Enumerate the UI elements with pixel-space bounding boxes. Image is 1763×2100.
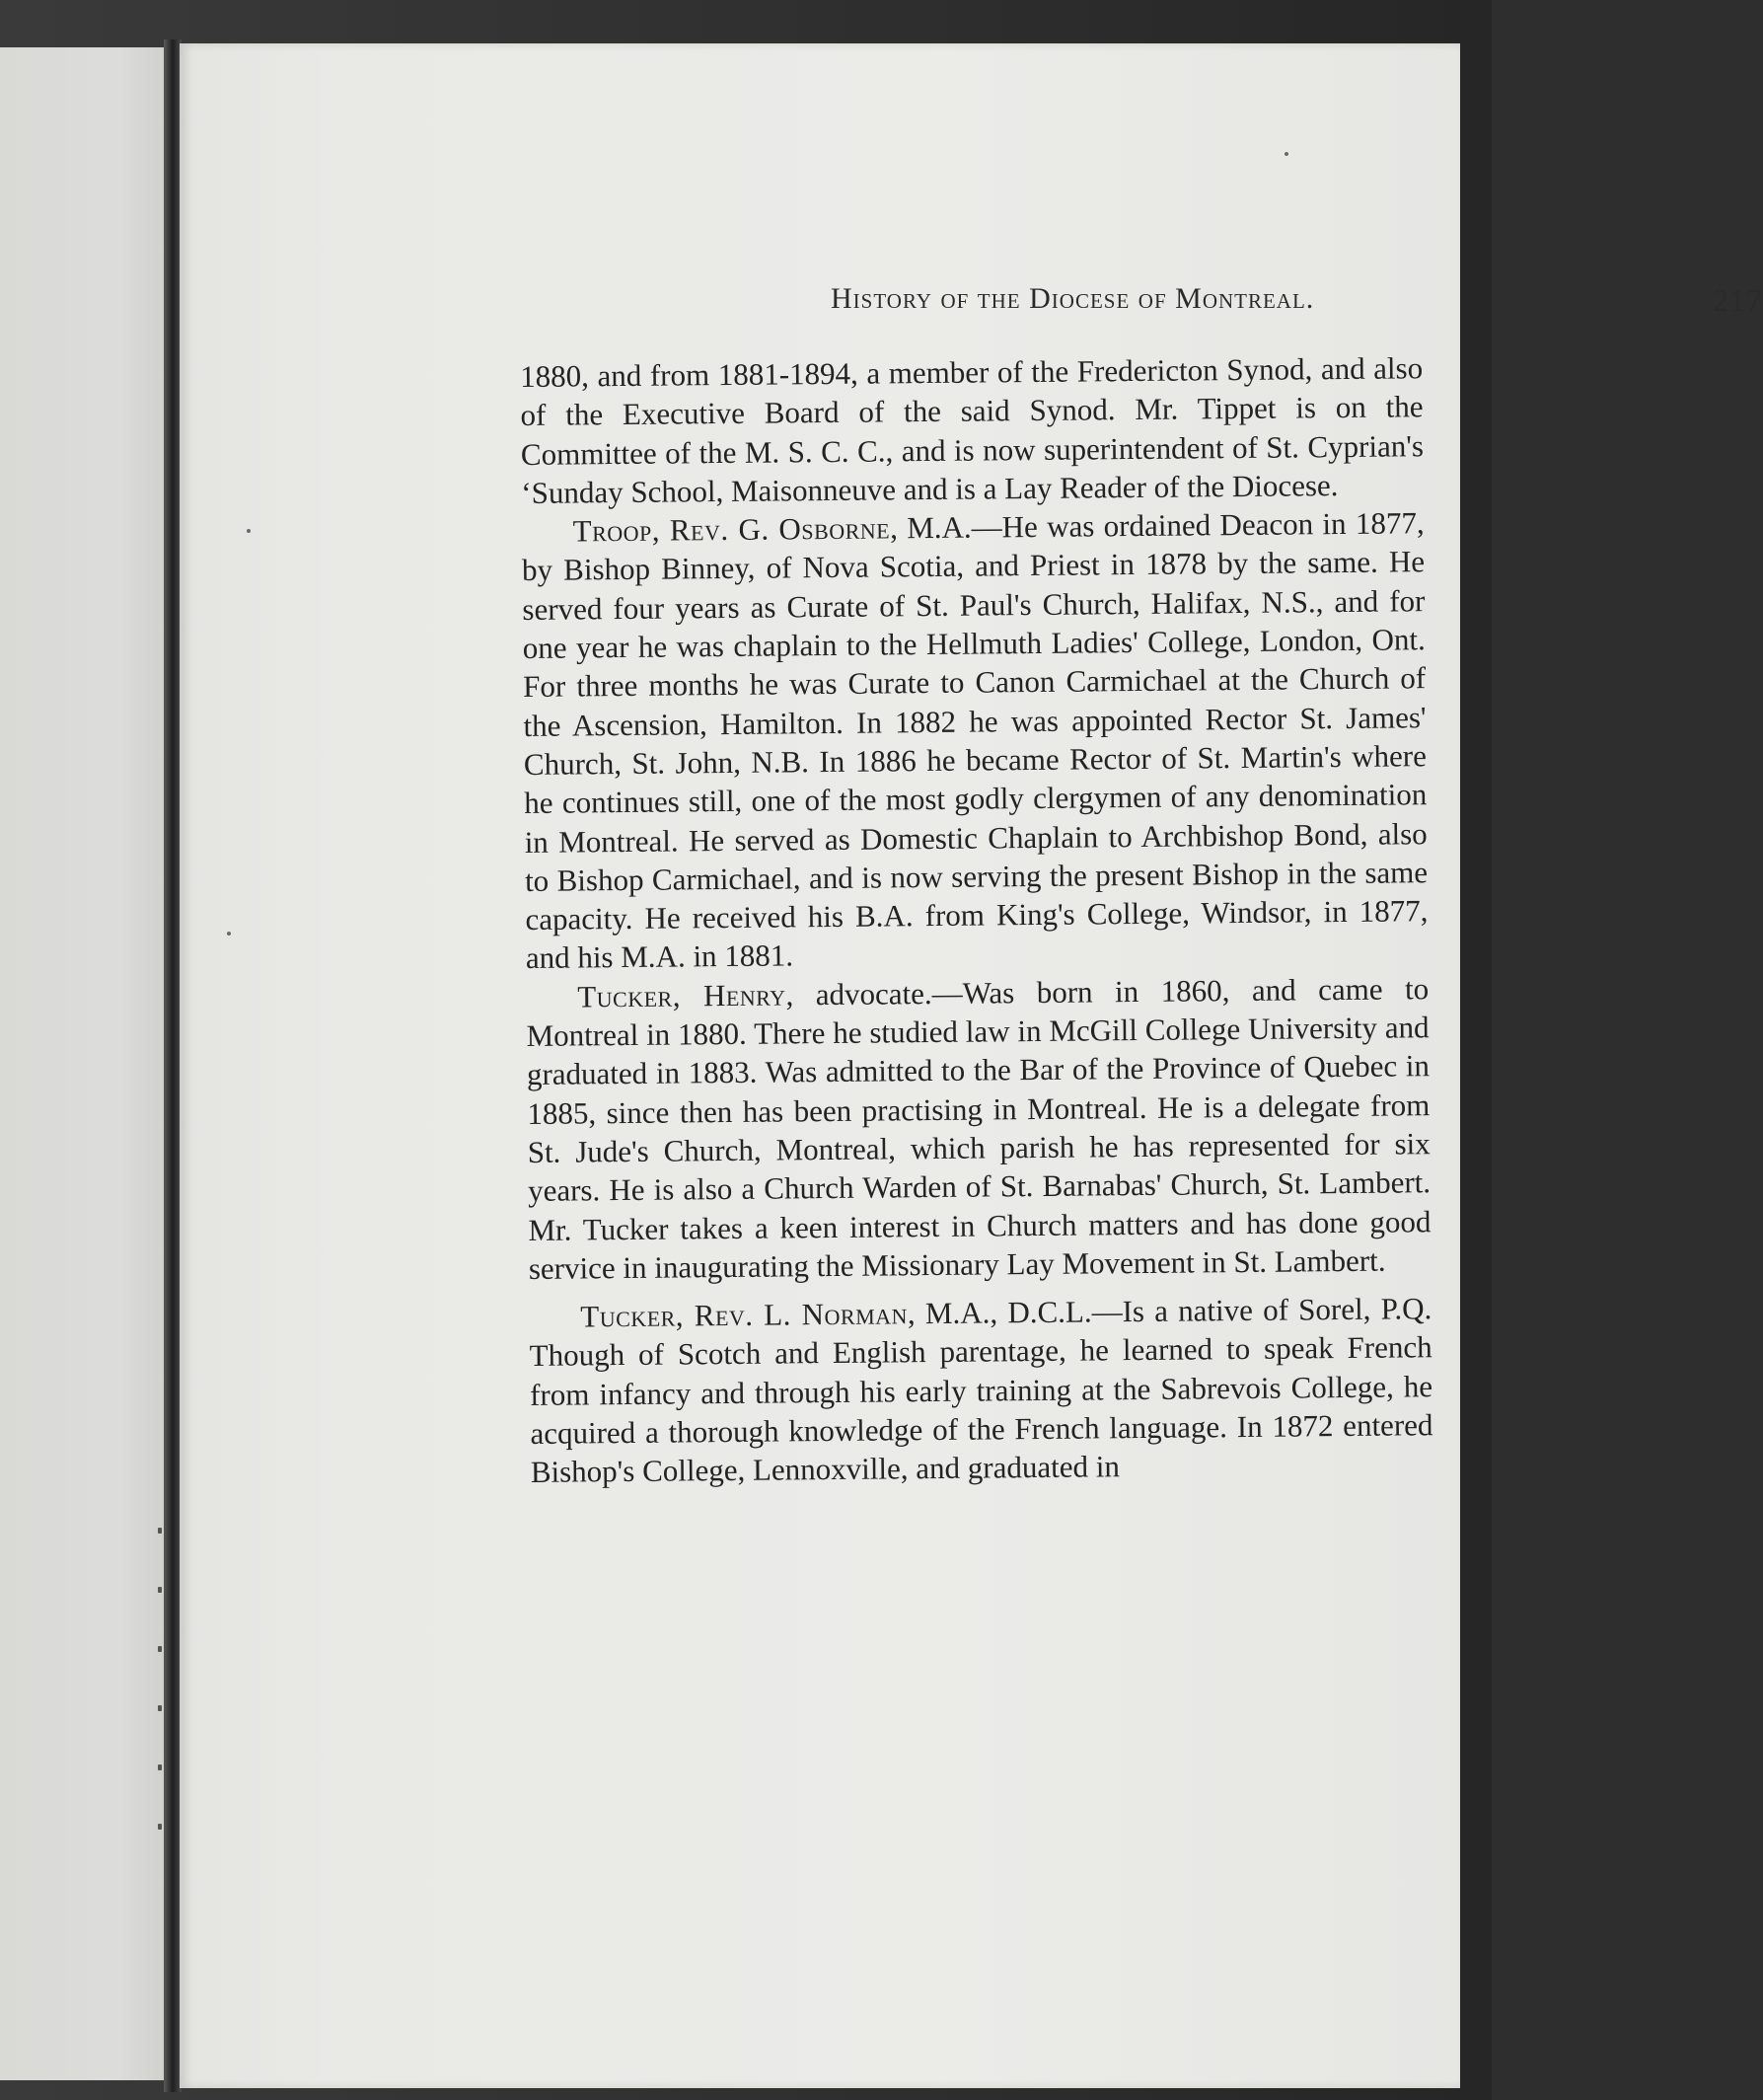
- biography-entry: [522, 503, 1429, 977]
- page-speck: [158, 1646, 162, 1652]
- page-speck: [158, 1587, 162, 1593]
- entry-text: , advocate.—Was born in 1860, and came to Montreal in 1880. There he studied law in McGill College University and graduated in 1883. Was admitted to the Bar of the Province of Quebec in 1885, since then has been practising in Montreal. He is a delegate from St. Jude's Church, Montreal, which parish he has represented for six years. He is also a Church Warden of St. Barnabas' Church, St. Lambert. Mr. Tucker takes a keen interest in Church matters and has done good service in inaugurating the Missionary Lay Movement in St. Lambert.: [526, 970, 1432, 1286]
- page-speck: [158, 1764, 162, 1770]
- entry-heading: Tucker, Henry: [577, 977, 786, 1014]
- paragraph-continuation: [520, 348, 1424, 512]
- entry-heading: Tucker, Rev. L. Norman: [580, 1296, 909, 1334]
- page-speck: [158, 1824, 162, 1830]
- page-speck: [247, 529, 251, 533]
- paragraph-text: 1880, and from 1881-1894, a member of the Fredericton Synod, and also of the Executive Board of the said Synod. Mr. Tippet is on the Committee of the M. S. C. C., and is now superintendent of St. Cyprian's ‘Sunday School, Maisonneuve and is a Lay Reader of the Diocese.: [520, 350, 1425, 510]
- biography-entry: [526, 969, 1432, 1288]
- left-page-edge: [0, 47, 170, 2080]
- page-number: 217: [1713, 282, 1763, 318]
- page-speck: [158, 1705, 162, 1711]
- page-speck: [1285, 152, 1288, 156]
- book-page: [180, 43, 1763, 2088]
- page-speck: [158, 1528, 162, 1534]
- entry-heading: Troop, Rev. G. Osborne: [572, 510, 891, 549]
- entry-text: , M.A., D.C.L.—Is a native of Sorel, P.Q. Though of Scotch and English parentage, he learned to speak French from infancy and through his early training at the Sabrevois College, he acquired a thorough knowledge of the French language. In 1872 entered Bishop's College, Lennoxville, and graduated in: [529, 1291, 1433, 1490]
- page-speck: [227, 932, 231, 936]
- entry-text: , M.A.—He was ordained Deacon in 1877, by Bishop Binney, of Nova Scotia, and Priest in 1878 by the same. He served four years as Curate of St. Paul's Church, Halifax, N.S., and for one year he was chaplain to the Hellmuth Ladies' College, London, Ont. For three months he was Curate to Canon Carmichael at the Church of the Ascension, Hamilton. In 1882 he was appointed Rector St. James' Church, St. John, N.B. In 1886 he became Rector of St. Martin's where he continues still, one of the most godly clergymen of any denomination in Montreal. He served as Domestic Chaplain to Archbishop Bond, also to Bishop Carmichael, and is now serving the present Bishop in the same capacity. He received his B.A. from King's College, Windsor, in 1877, and his M.A. in 1881.: [521, 505, 1429, 976]
- biography-entry: [529, 1289, 1433, 1491]
- running-title: History of the Diocese of Montreal.: [831, 282, 1315, 315]
- body-text: [520, 348, 1433, 1491]
